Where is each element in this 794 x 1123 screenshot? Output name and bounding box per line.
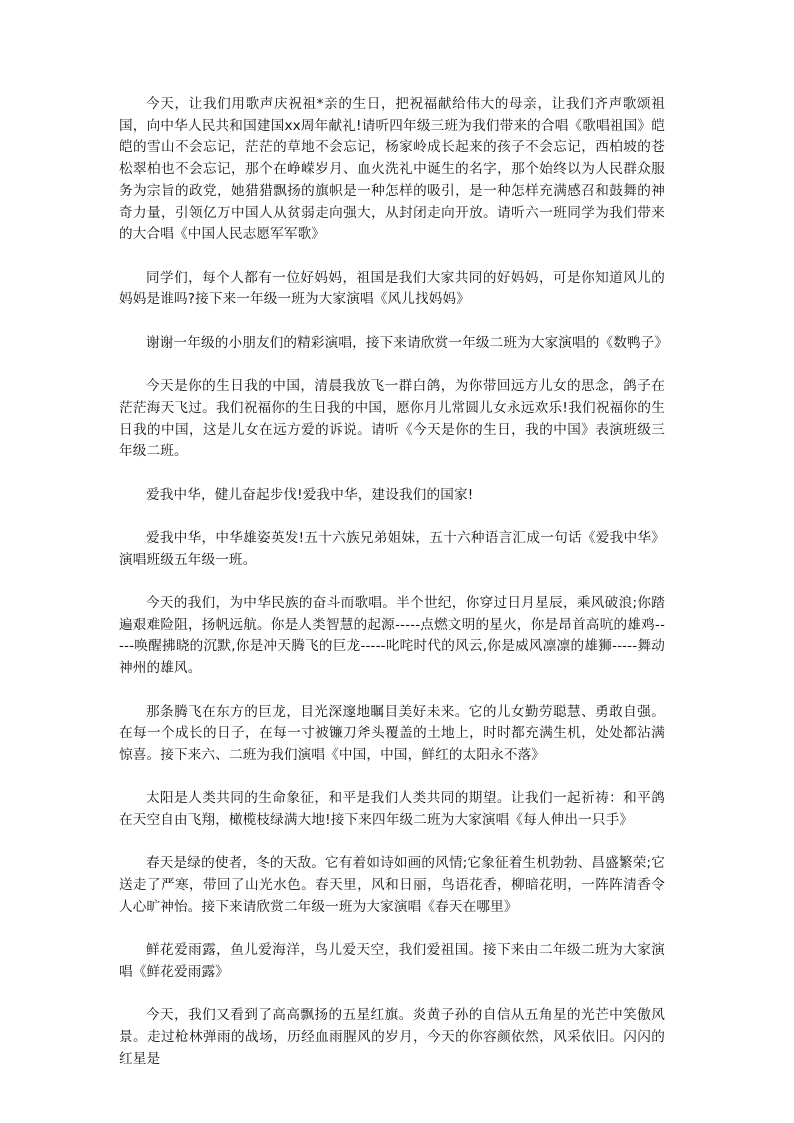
paragraph-12: 今天，我们又看到了高高飘扬的五星红旗。炎黄子孙的自信从五角星的光芒中笑傲风景。走过枪林弹雨的战场，历经血雨腥风的岁月，今天的你容颜依然，风采依旧。闪闪的红星是	[119, 1007, 665, 1067]
paragraph-spacer	[119, 506, 665, 528]
paragraph-11: 鲜花爱雨露，鱼儿爱海洋，鸟儿爱天空，我们爱祖国。接下来由二年级二班为大家演唱《鲜花爱雨露》	[119, 942, 665, 980]
paragraph-4: 今天是你的生日我的中国，清晨我放飞一群白鸽，为你带回远方儿女的思念，鸽子在茫茫海天飞过。我们祝福你的生日我的中国，愿你月儿常圆儿女永远欢乐!我们祝福你的生日我的中国，这是儿女在远方爱的诉说。请听《今天是你的生日，我的中国》表演班级三年级二班。	[119, 378, 665, 460]
paragraph-1: 今天，让我们用歌声庆祝祖*亲的生日，把祝福献给伟大的母亲，让我们齐声歌颂祖国，向中华人民共和国建国xx周年献礼!请听四年级三班为我们带来的合唱《歌唱祖国》皑皑的雪山不会忘记，茫茫的草地不会忘记，杨家岭成长起来的孩子不会忘记，西柏坡的苍松翠柏也不会忘记，那个在峥嵘岁月、血火洗礼中诞生的名字，那个始终以为人民群众服务为宗旨的政党，她猎猎飘扬的旗帜是一种怎样的吸引，是一种怎样充满感召和鼓舞的神奇力量，引领亿万中国人从贫弱走向强大，从封闭走向开放。请听六一班同学为我们带来的大合唱《中国人民志愿军军歌》	[119, 96, 665, 243]
paragraph-spacer	[119, 832, 665, 854]
document-body	[119, 94, 669, 1070]
paragraph-spacer	[119, 354, 665, 376]
paragraph-7: 今天的我们，为中华民族的奋斗而歌唱。半个世纪，你穿过日月星辰，乘风破浪;你踏遍艰难险阻，扬帆远航。你是人类智慧的起源-----点燃文明的星火，你是昂首高吭的雄鸡-----唤醒拂晓的沉默,你是冲天腾飞的巨龙-----叱咤时代的风云,你是威风凛凛的雄狮-----舞动神州的雄风。	[119, 595, 665, 677]
paragraph-spacer	[119, 463, 665, 485]
paragraph-2: 同学们，每个人都有一位好妈妈，祖国是我们大家共同的好妈妈，可是你知道风儿的妈妈是谁吗?接下来一年级一班为大家演唱《风儿找妈妈》	[119, 269, 665, 308]
paragraph-5: 爱我中华，健儿奋起步伐!爱我中华，建设我们的国家!	[146, 486, 474, 503]
paragraph-spacer	[119, 311, 665, 333]
paragraph-spacer	[119, 246, 665, 268]
paragraph-spacer	[119, 919, 665, 941]
paragraph-9: 太阳是人类共同的生命象征，和平是我们人类共同的期望。让我们一起祈祷：和平鸽在天空自由飞翔，橄榄枝绿满大地!接下来四年级二班为大家演唱《每人伸出一只手》	[119, 790, 665, 829]
paragraph-10: 春天是绿的使者，冬的天敌。它有着如诗如画的风情;它象征着生机勃勃、昌盛繁荣;它送走了严寒，带回了山光水色。春天里，风和日丽，鸟语花香，柳暗花明，一阵阵清香令人心旷神怡。接下来请欣赏二年级一班为大家演唱《春天在哪里》	[119, 855, 665, 915]
paragraph-spacer	[119, 680, 665, 702]
paragraph-spacer	[119, 571, 665, 593]
paragraph-6: 爱我中华，中华雄姿英发!五十六族兄弟姐妹，五十六种语言汇成一句话《爱我中华》演唱班级五年级一班。	[119, 529, 665, 568]
paragraph-spacer	[119, 984, 665, 1006]
paragraph-8: 那条腾飞在东方的巨龙，目光深邃地瞩目美好未来。它的儿女勤劳聪慧、勇敢自强。在每一个成长的日子，在每一寸被镰刀斧头覆盖的土地上，时时都充满生机，处处都沾满惊喜。接下来六、二班为我们演唱《中国，中国，鲜红的太阳永不落》	[119, 703, 665, 763]
paragraph-spacer	[119, 767, 665, 789]
paragraph-3: 谢谢一年级的小朋友们的精彩演唱，接下来请欣赏一年级二班为大家演唱的《数鸭子》	[146, 334, 669, 351]
